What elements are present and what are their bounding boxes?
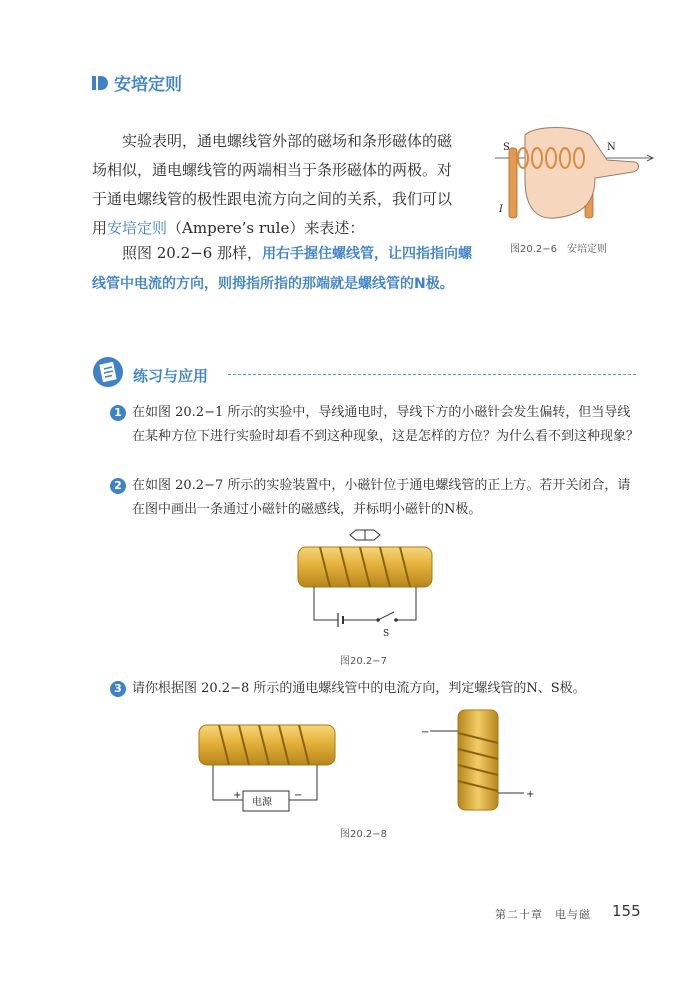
question-text: 在如图 20.2−1 所示的实验中，导线通电时，导线下方的小磁针会发生偏转，但当导线在某种方位下进行实验时却看不到这种现象，这是怎样的方位？为什么看不到这种现象？: [132, 405, 640, 444]
question-number: 1: [110, 405, 126, 421]
question-number: 2: [110, 478, 126, 494]
section-heading: [92, 70, 182, 95]
coil-plus-label: +: [526, 789, 535, 800]
question-3: [114, 677, 642, 701]
question-text: 请你根据图 20.2−8 所示的通电螺线管中的电流方向，判定螺线管的N、S极。: [132, 681, 586, 696]
paragraph-2: [92, 239, 482, 299]
figure-solenoid-power: [195, 720, 345, 820]
para1-line: 场相似，通电螺线管的两端相当于条形磁体的两极。对: [92, 161, 453, 179]
exercise-title: 练习与应用: [133, 367, 209, 385]
fig6-n-label: N: [607, 142, 616, 153]
fig7-caption: 图20.2−7: [340, 656, 388, 667]
question-1: [114, 401, 642, 449]
exercise-divider: [228, 374, 636, 375]
figure-vertical-solenoid: [420, 705, 540, 815]
fig6-s-label: S: [503, 142, 510, 153]
figure-solenoid-switch: [290, 525, 440, 650]
switch-label: S: [383, 629, 390, 639]
fig6-current-label: I: [499, 204, 503, 215]
power-minus-label: −: [294, 790, 303, 801]
para1-line: 于通电螺线管的极性跟电流方向之间的关系，我们可以: [92, 190, 453, 208]
question-text: 在如图 20.2−7 所示的实验装置中，小磁针位于通电螺线管的正上方。若开关闭合，请在图中画出一条通过小磁针的磁感线，并标明小磁针的N极。: [132, 478, 631, 517]
ampere-rule-term: 安培定则: [107, 219, 168, 237]
para1-text: 用: [92, 219, 108, 237]
footer-chapter: 第二十章 电与磁: [495, 908, 591, 921]
para2-text: [92, 239, 482, 299]
page-number: 155: [612, 902, 641, 920]
ampere-rule-statement: 用右手握住螺线管，让四指指向螺线管中电流的方向，则拇指所指的那端就是螺线管的N极。: [92, 246, 473, 292]
exercise-icon: [92, 356, 124, 388]
question-2: [114, 474, 642, 522]
para2-lead: 照图 20.2−6 那样，: [122, 244, 263, 262]
paragraph-1: [92, 127, 482, 243]
para1-line: 实验表明，通电螺线管外部的磁场和条形磁体的磁: [122, 132, 453, 150]
power-plus-label: +: [233, 790, 242, 801]
coil-minus-label: −: [421, 727, 430, 738]
fig8-caption: 图20.2−8: [340, 829, 388, 840]
para1-text: （Ampere’s rule）来表述：: [167, 219, 365, 237]
power-supply-label: 电源: [252, 797, 272, 808]
section-title: 安培定则: [114, 75, 182, 95]
question-number: 3: [110, 681, 126, 697]
fig6-caption: 图20.2−6 安培定则: [510, 244, 608, 255]
figure-hand-solenoid: [495, 120, 655, 230]
section-marker-icon: [92, 75, 108, 91]
